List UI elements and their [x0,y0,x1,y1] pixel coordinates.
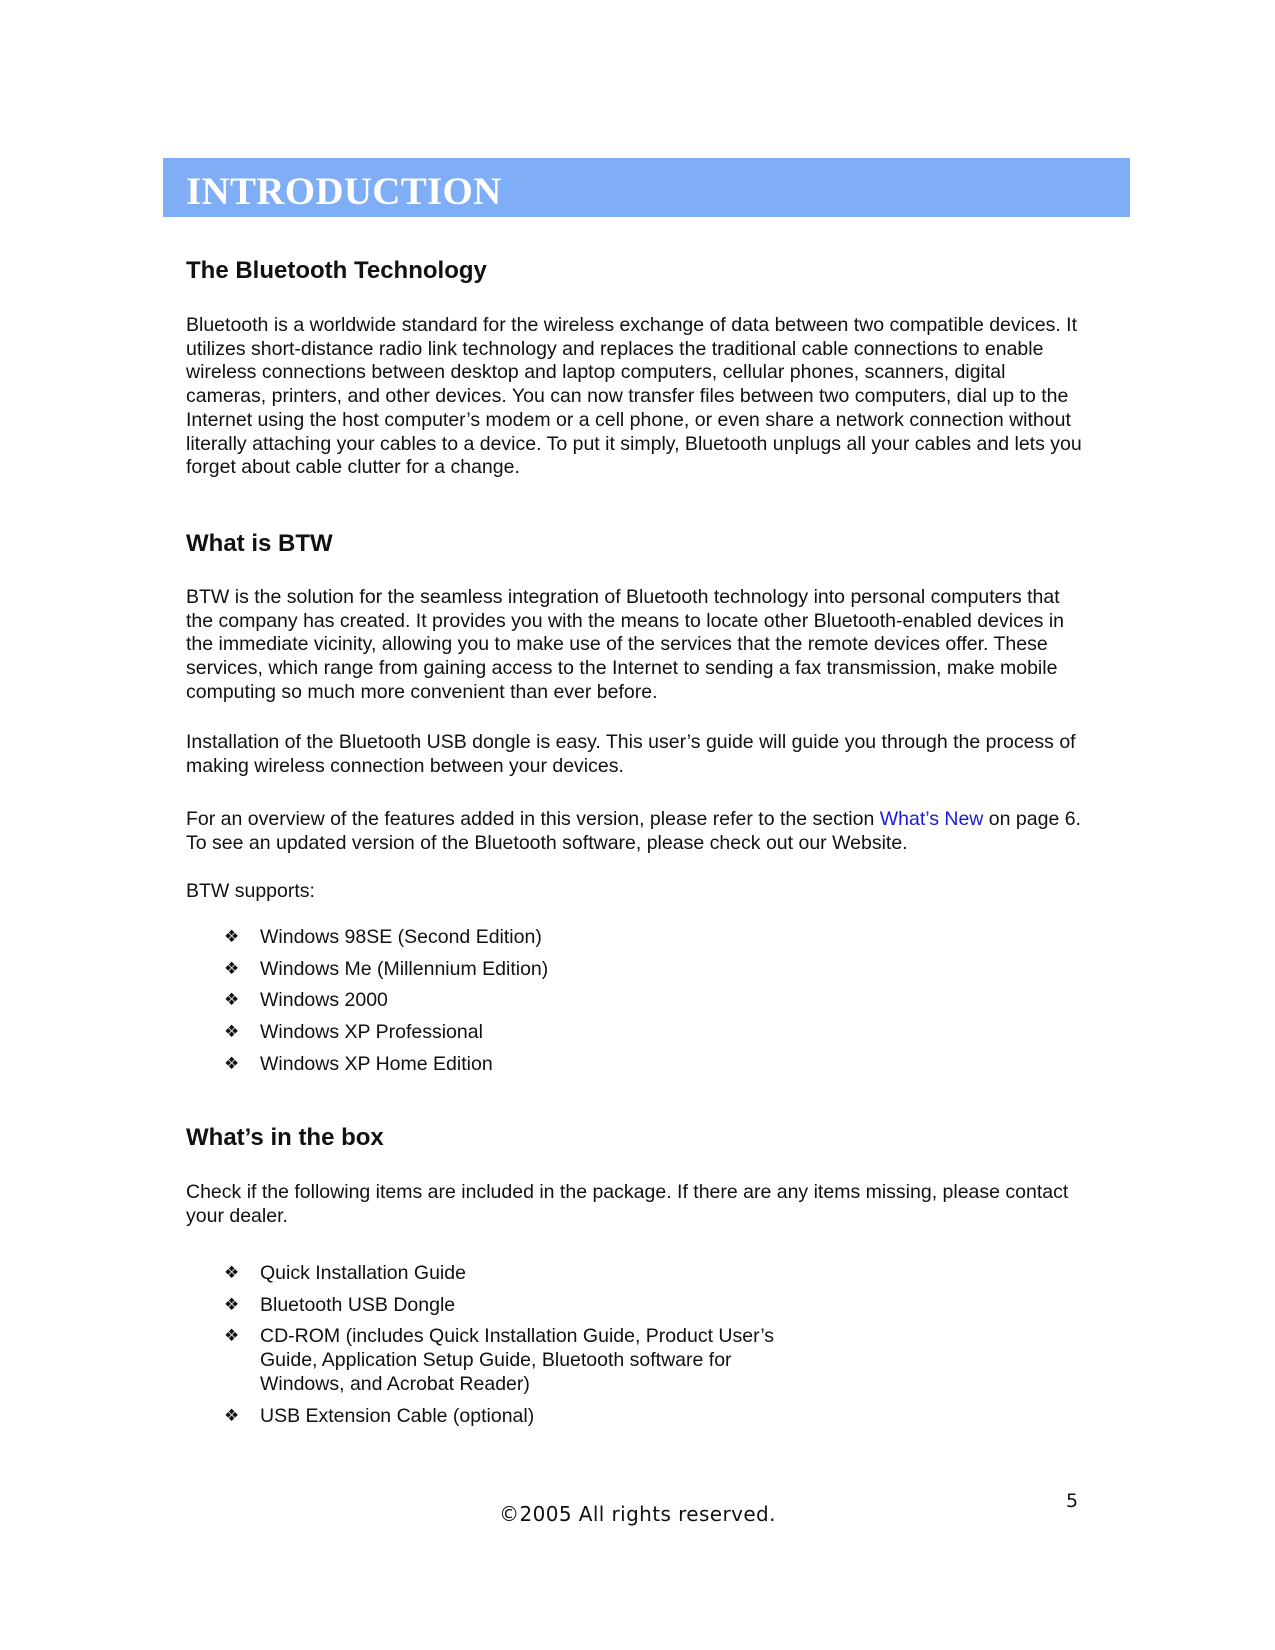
list-item [186,926,906,950]
bullet-icon: ❖ [224,1294,240,1315]
list-item [186,989,906,1013]
list-item [186,1053,906,1077]
bullet-icon: ❖ [224,1022,240,1043]
heading-what-is-btw: What is BTW [186,530,333,557]
paragraph-box-check: Check if the following items are included in the package. If there are any items missing, please contact your dealer. [186,1181,1069,1227]
list-item-text: Windows XP Home Edition [260,1052,493,1075]
chapter-title: INTRODUCTION [186,170,502,213]
list-item-text: Quick Installation Guide [260,1262,466,1284]
bullet-icon: ❖ [224,1326,240,1347]
paragraph-btw-installation: Installation of the Bluetooth USB dongle is easy. This user’s guide will guide you through the process of making wireless connection between your devices. [186,731,1076,777]
list-item-text: Bluetooth USB Dongle [260,1293,456,1316]
list-item [186,1405,906,1429]
list-item-text: Windows 2000 [260,989,388,1012]
bullet-icon: ❖ [224,927,240,947]
paragraph-btw-intro: BTW is the solution for the seamless integration of Bluetooth technology into personal computers that the company has created. It provides you with the means to locate other Bluetooth-enabled devices in the immediate vicinity, allowing you to make use of the services that the remote devices offer. These services, which range from gaining access to the Internet to sending a fax transmission, make mobile computing so much more convenient than ever before. [186,586,1065,703]
list-item [186,1021,906,1045]
whats-new-link[interactable]: What’s New [879,808,984,830]
bullet-icon: ❖ [224,958,240,979]
overview-text-after: on page 6. To see an updated version of the Bluetooth software, please check out our Website. [186,808,1081,854]
bullet-icon: ❖ [224,1053,240,1074]
paragraph-btw-overview [186,808,1091,855]
list-item-text: Windows XP Professional [260,1021,483,1044]
list-item-text: Windows Me (Millennium Edition) [260,957,549,980]
btw-supports-label: BTW supports: [186,880,315,902]
box-contents-list [186,1262,906,1428]
heading-bluetooth-technology: The Bluetooth Technology [186,257,487,284]
bullet-icon: ❖ [224,990,240,1011]
supported-os-list [186,926,906,1077]
copyright-footer: ©2005 All rights reserved. [499,1502,776,1526]
bullet-icon: ❖ [224,1405,240,1426]
overview-text-before: For an overview of the features added in this version, please refer to the section [186,808,880,830]
list-item [186,1294,906,1318]
list-item-text: USB Extension Cable (optional) [260,1404,535,1427]
list-item [186,958,906,982]
list-item [186,1325,800,1396]
list-item-text: Windows 98SE (Second Edition) [260,926,542,948]
list-item-text: CD-ROM (includes Quick Installation Guide, Product User’s Guide, Application Setup Guide, Bluetooth software for Windows, and Acrobat Reader) [260,1325,775,1395]
page-number: 5 [1066,1490,1079,1512]
bullet-icon: ❖ [224,1263,240,1283]
heading-whats-in-the-box: What’s in the box [186,1124,384,1151]
list-item [186,1262,906,1286]
paragraph-bluetooth-technology: Bluetooth is a worldwide standard for the wireless exchange of data between two compatible devices. It utilizes short-distance radio link technology and replaces the traditional cable connections to enable wireless connections between desktop and laptop computers, cellular phones, scanners, digital cameras, printers, and other devices. You can now transfer files between two computers, dial up to the Internet using the host computer’s modem or a cell phone, or even share a network connection without literally attaching your cables to a device. To put it simply, Bluetooth unplugs all your cables and lets you forget about cable clutter for a change. [186,314,1082,479]
